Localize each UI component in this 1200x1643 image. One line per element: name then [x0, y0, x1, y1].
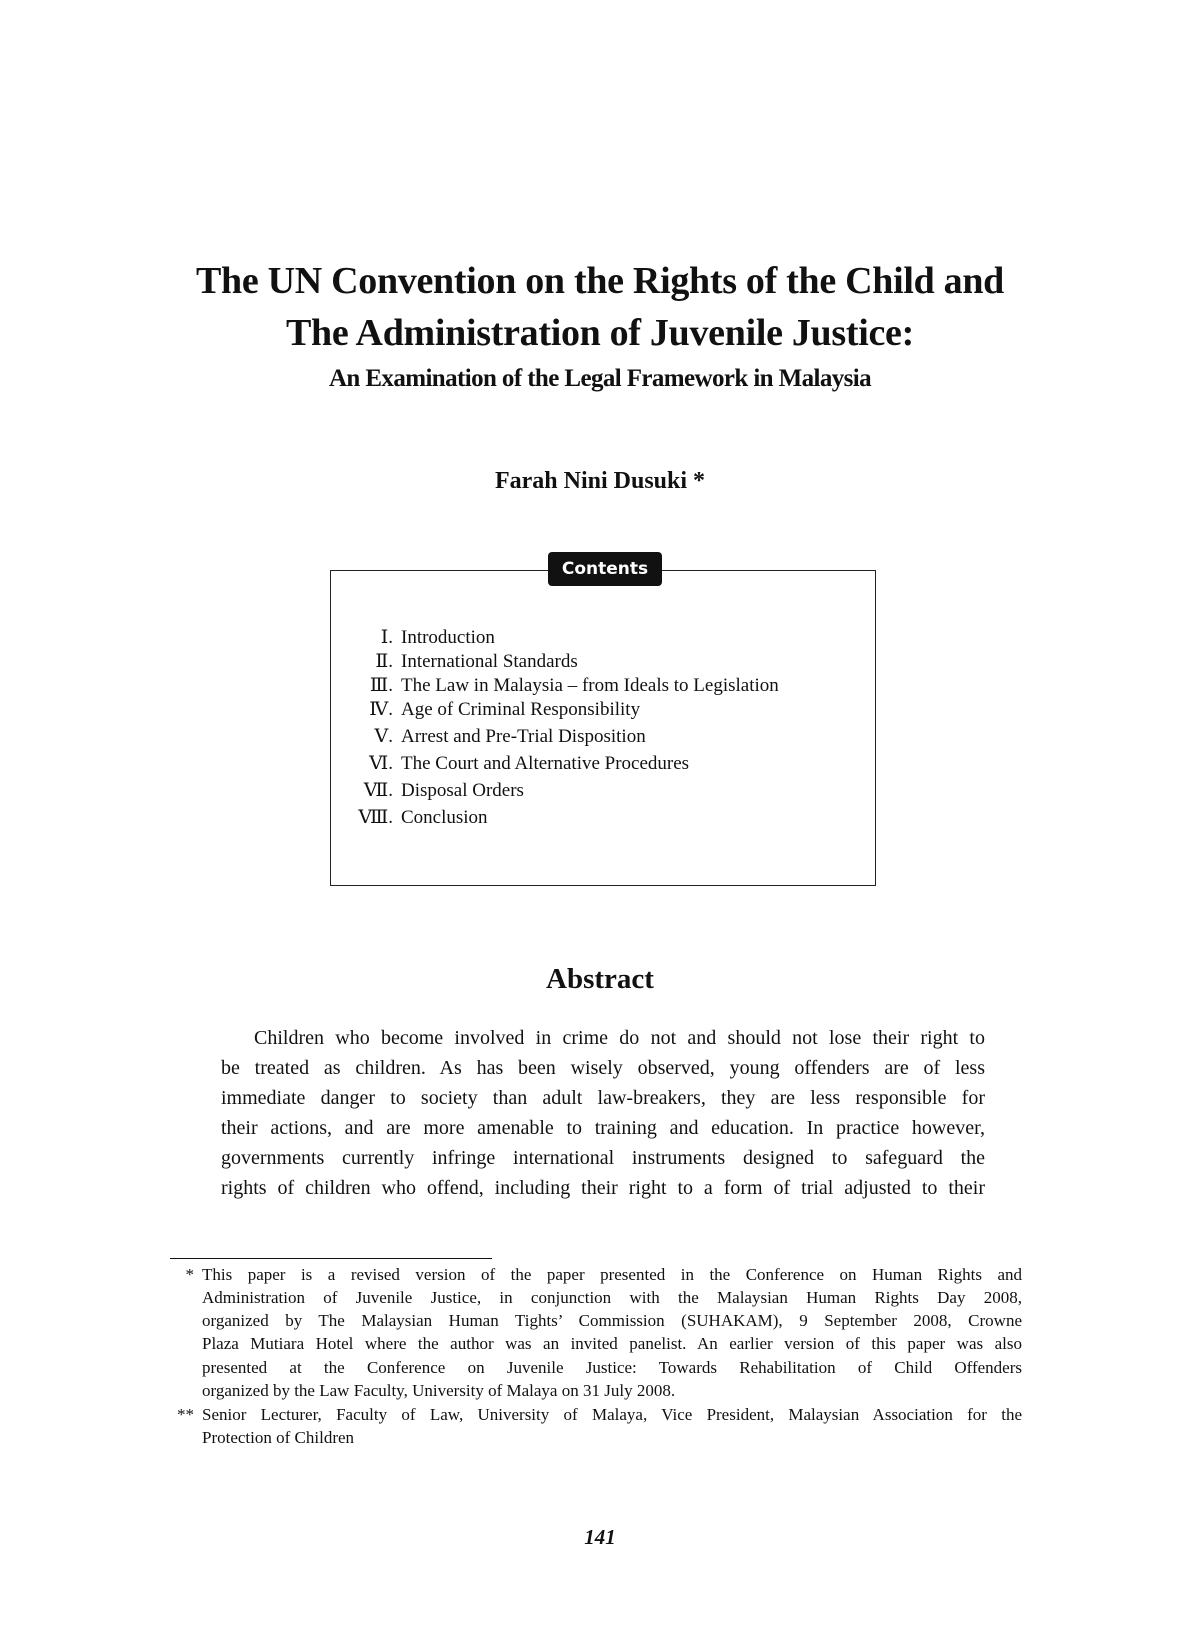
contents-item: [355, 650, 578, 676]
contents-item: [355, 806, 488, 832]
contents-item: [355, 674, 779, 700]
paper-title-line-1: The UN Convention on the Rights of the Child and: [195, 260, 1005, 302]
abstract-line: governments currently infringe international instruments designed to safeguard the: [221, 1147, 985, 1169]
contents-item-label: International Standards: [401, 651, 578, 672]
contents-item-number: Ⅳ.: [369, 699, 393, 720]
footnote-mark: *: [185, 1265, 194, 1284]
contents-item-label: Conclusion: [401, 807, 488, 828]
abstract-line: immediate danger to society than adult law-breakers, they are less responsible for: [221, 1087, 985, 1109]
contents-item-number: Ⅷ.: [358, 807, 393, 828]
footnote-line: Administration of Juvenile Justice, in conjunction with the Malaysian Human Rights Day 2008,: [202, 1288, 1022, 1307]
abstract-line: Children who become involved in crime do not and should not lose their right to: [254, 1027, 985, 1049]
footnote-line: This paper is a revised version of the paper presented in the Conference on Human Rights and: [202, 1265, 1022, 1284]
contents-item-label: Introduction: [401, 627, 495, 648]
contents-item-label: The Law in Malaysia – from Ideals to Legislation: [401, 675, 779, 696]
contents-item-number: Ⅶ.: [363, 780, 393, 801]
contents-item-number: Ⅰ.: [380, 627, 393, 648]
abstract-line: their actions, and are more amenable to training and education. In practice however,: [221, 1117, 985, 1139]
contents-item-number: Ⅱ.: [375, 651, 393, 672]
contents-item-number: Ⅵ.: [369, 753, 393, 774]
page-number: 141: [584, 1525, 616, 1549]
contents-item-label: Disposal Orders: [401, 780, 524, 801]
footnote-mark: **: [177, 1405, 194, 1424]
footnote-rule: [170, 1258, 492, 1259]
footnote-line: presented at the Conference on Juvenile Justice: Towards Rehabilitation of Child Offenders: [202, 1358, 1022, 1377]
author-name: Farah Nini Dusuki *: [494, 468, 706, 494]
contents-item-number: Ⅴ.: [374, 726, 393, 747]
footnote-line: Protection of Children: [202, 1428, 355, 1447]
contents-item: [355, 698, 640, 724]
abstract-heading: Abstract: [546, 963, 654, 995]
footnote-line: organized by The Malaysian Human Tights’ Commission (SUHAKAM), 9 September 2008, Crowne: [202, 1311, 1022, 1330]
footnote-line: Senior Lecturer, Faculty of Law, University of Malaya, Vice President, Malaysian Association for the: [202, 1405, 1022, 1424]
contents-item-number: Ⅲ.: [369, 675, 393, 696]
abstract-line: rights of children who offend, including their right to a form of trial adjusted to their: [221, 1177, 985, 1199]
contents-item: [355, 752, 689, 778]
contents-item: [355, 779, 524, 805]
contents-item: [355, 626, 495, 652]
footnote-line: Plaza Mutiara Hotel where the author was an invited panelist. An earlier version of this paper was also: [202, 1334, 1022, 1353]
paper-title-line-2: The Administration of Juvenile Justice:: [286, 312, 914, 354]
contents-item-label: Age of Criminal Responsibility: [401, 699, 641, 720]
contents-header: Contents: [548, 552, 662, 586]
contents-item-label: Arrest and Pre-Trial Disposition: [401, 726, 646, 747]
footnote-line: organized by the Law Faculty, University of Malaya on 31 July 2008.: [202, 1381, 676, 1400]
abstract-line: be treated as children. As has been wisely observed, young offenders are of less: [221, 1057, 985, 1079]
contents-item: [355, 725, 646, 751]
paper-subtitle: An Examination of the Legal Framework in Malaysia: [328, 365, 872, 392]
contents-item-label: The Court and Alternative Procedures: [401, 753, 690, 774]
